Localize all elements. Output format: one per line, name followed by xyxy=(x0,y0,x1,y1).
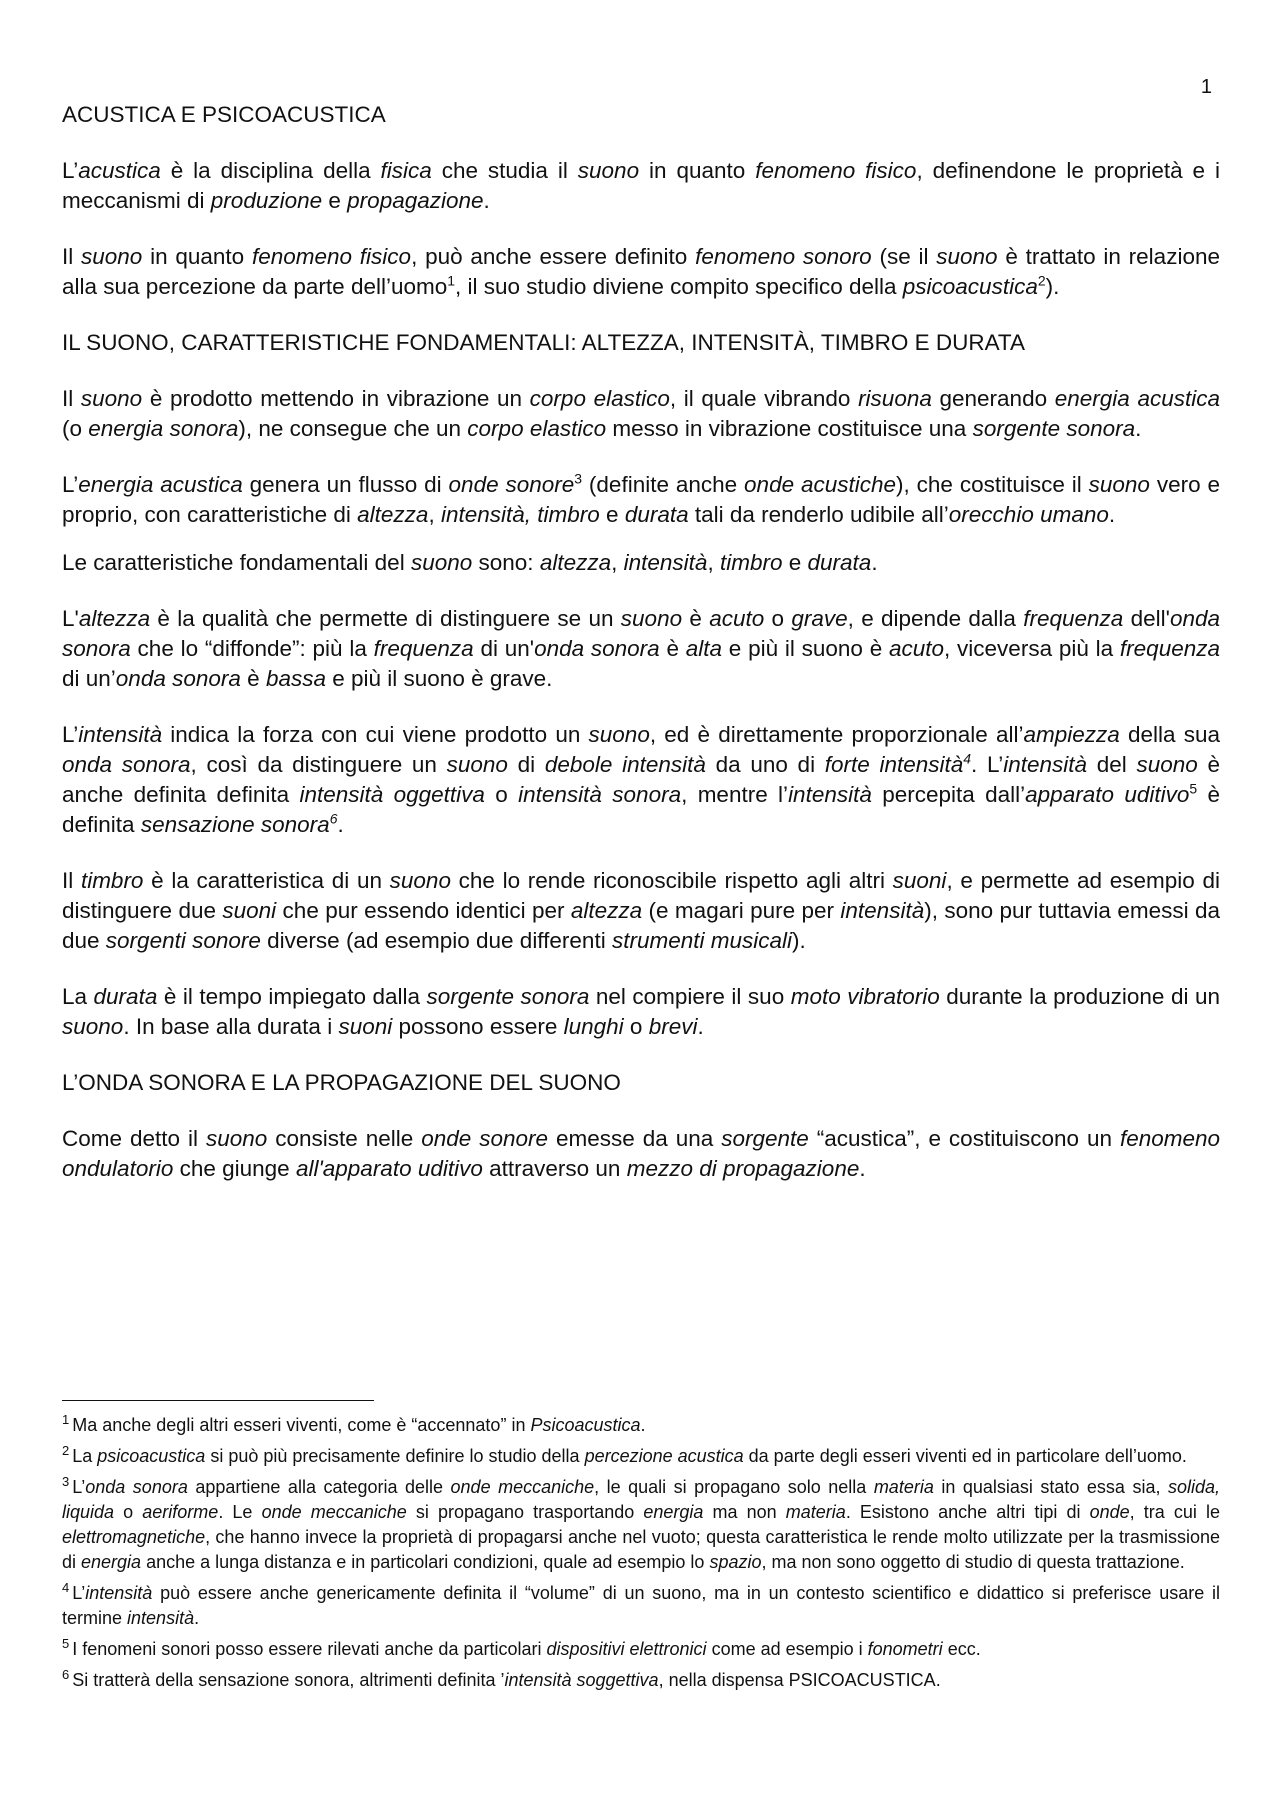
emphasis: fisica xyxy=(380,158,432,183)
emphasis: bassa xyxy=(265,666,326,691)
emphasis: suono xyxy=(1088,472,1150,497)
emphasis: risuona xyxy=(858,386,932,411)
footnote-number: 4 xyxy=(62,1580,70,1595)
emphasis: percezione acustica xyxy=(584,1446,744,1466)
footnote: $^4$ L’intensità può essere anche genericamente definita il “volume” di un suono, ma in un contesto scientifico e didattico si preferisce usare il termine intensità. xyxy=(62,1580,1220,1628)
emphasis: frequenza xyxy=(1023,606,1124,631)
emphasis: orecchio umano xyxy=(948,502,1109,527)
emphasis: energia acustica xyxy=(78,472,243,497)
footnote-number: 3 xyxy=(62,1474,70,1489)
emphasis: onda sonora xyxy=(534,636,660,661)
page-number: 1 xyxy=(1200,76,1212,98)
emphasis: sensazione sonora xyxy=(140,812,330,837)
paragraph: L'altezza è la qualità che permette di distinguere se un suono è acuto o grave, e dipende dalla frequenza dell'onda sonora che lo “diffonde”: più la frequenza di un'onda sonora è alta e più il suono è acuto, viceversa più la frequenza di un’onda sonora è bassa e più il suono è grave. xyxy=(62,606,1220,691)
emphasis: suono xyxy=(577,158,640,183)
document-title: ACUSTICA E PSICOACUSTICA xyxy=(62,102,386,127)
emphasis: altezza xyxy=(539,550,612,575)
emphasis: durata xyxy=(624,502,689,527)
emphasis: intensità oggettiva xyxy=(299,782,485,807)
emphasis: grave xyxy=(791,606,848,631)
emphasis: intensità xyxy=(623,550,708,575)
paragraph: Come detto il suono consiste nelle onde sonore emesse da una sorgente “acustica”, e costituiscono un fenomeno ondulatorio che giunge all'apparato uditivo attraverso un mezzo di propagazione. xyxy=(62,1126,1221,1181)
emphasis: altezza xyxy=(78,606,151,631)
footnote: $^2$ La psicoacustica si può più precisamente definire lo studio della percezione acustica da parte degli esseri viventi ed in particolare dell’uomo. xyxy=(62,1443,1187,1466)
emphasis: suoni xyxy=(338,1014,393,1039)
emphasis: suoni xyxy=(222,898,277,923)
paragraph: L’acustica è la disciplina della fisica che studia il suono in quanto fenomeno fisico, definendone le proprietà e i meccanismi di produzione e propagazione. xyxy=(62,158,1220,213)
emphasis: mezzo di propagazione xyxy=(626,1156,860,1181)
paragraph: La durata è il tempo impiegato dalla sorgente sonora nel compiere il suo moto vibratorio durante la produzione di un suono. In base alla durata i suoni possono essere lunghi o brevi. xyxy=(62,984,1220,1039)
emphasis: onde meccaniche xyxy=(450,1477,595,1497)
footnote-ref: 3 xyxy=(574,470,583,487)
emphasis: sorgente xyxy=(721,1126,809,1151)
emphasis: acuto xyxy=(709,606,765,631)
paragraph: L’energia acustica genera un flusso di onde sonore$^3$ (definite anche onde acustiche), che costituisce il suono vero e proprio, con caratteristiche di altezza, intensità, timbro e durata tali da renderlo udibile all’orecchio umano. xyxy=(62,470,1220,527)
emphasis: intensità xyxy=(788,782,872,807)
emphasis: onde meccaniche xyxy=(261,1502,407,1522)
emphasis: aeriforme xyxy=(142,1502,219,1522)
emphasis: onde xyxy=(1089,1502,1130,1522)
emphasis: onde sonore xyxy=(421,1126,549,1151)
emphasis: intensità sonora xyxy=(518,782,682,807)
emphasis: alta xyxy=(685,636,723,661)
footnote-number: 6 xyxy=(62,1667,70,1682)
emphasis: acuto xyxy=(888,636,945,661)
paragraph: L’intensità indica la forza con cui viene prodotto un suono, ed è direttamente proporzionale all’ampiezza della sua onda sonora, così da distinguere un suono di debole intensità da uno di forte intensità$^4$. L’intensità del suono è anche definita definita intensità oggettiva o intensità sonora, mentre l’intensità percepita dall’apparato uditivo$^5$ è definita sensazione sonora$^6$. xyxy=(62,722,1221,837)
emphasis: brevi xyxy=(648,1014,698,1039)
emphasis: materia xyxy=(785,1502,846,1522)
emphasis: fenomeno ondulatorio xyxy=(62,1126,1221,1181)
emphasis: produzione xyxy=(210,188,323,213)
emphasis: sorgente sonora xyxy=(972,416,1136,441)
emphasis: suono xyxy=(936,244,998,269)
emphasis: altezza xyxy=(570,898,643,923)
footnote: $^5$ I fenomeni sonori posso essere rilevati anche da particolari dispositivi elettronici come ad esempio i fonometri ecc. xyxy=(62,1636,981,1659)
emphasis: timbro xyxy=(719,550,783,575)
emphasis: sorgente sonora xyxy=(426,984,590,1009)
emphasis: fenomeno fisico xyxy=(755,158,917,183)
emphasis: psicoacustica xyxy=(902,274,1038,299)
section-heading-onda: L’ONDA SONORA E LA PROPAGAZIONE DEL SUONO xyxy=(62,1070,621,1095)
emphasis: corpo elastico xyxy=(467,416,607,441)
emphasis: onda sonora xyxy=(85,1477,188,1497)
paragraph: Il timbro è la caratteristica di un suono che lo rende riconoscibile rispetto agli altri suoni, e permette ad esempio di distinguere due suoni che pur essendo identici per altezza (e magari pure per intensità), sono pur tuttavia emessi da due sorgenti sonore diverse (ad esempio due differenti strumenti musicali). xyxy=(62,868,1221,953)
emphasis: all'apparato uditivo xyxy=(295,1156,483,1181)
emphasis: intensità xyxy=(85,1583,153,1603)
emphasis: timbro xyxy=(80,868,144,893)
emphasis: onda sonora xyxy=(115,666,241,691)
emphasis: moto vibratorio xyxy=(790,984,940,1009)
emphasis: suono xyxy=(588,722,650,747)
emphasis: altezza xyxy=(357,502,429,527)
emphasis: solida, liquida xyxy=(62,1477,1220,1522)
emphasis: intensità xyxy=(127,1608,195,1628)
emphasis: dispositivi elettronici xyxy=(546,1639,707,1659)
emphasis: suono xyxy=(205,1126,268,1151)
section-heading-suono: IL SUONO, CARATTERISTICHE FONDAMENTALI: ALTEZZA, INTENSITÀ, TIMBRO E DURATA xyxy=(62,330,1026,355)
emphasis: suono xyxy=(1136,752,1198,777)
emphasis: spazio xyxy=(709,1552,762,1572)
footnote-number: 2 xyxy=(62,1443,70,1458)
footnote-number: 1 xyxy=(62,1412,70,1427)
emphasis: suono xyxy=(80,386,143,411)
paragraph: Il suono in quanto fenomeno fisico, può anche essere definito fenomeno sonoro (se il suono è trattato in relazione alla sua percezione da parte dell’uomo$^1$, il suo studio diviene compito specifico della psicoacustica$^2$). xyxy=(62,244,1220,299)
emphasis: lunghi xyxy=(563,1014,624,1039)
emphasis: sorgenti sonore xyxy=(105,928,261,953)
footnote: $^1$ Ma anche degli altri esseri viventi, come è “accennato” in Psicoacustica. xyxy=(62,1412,646,1435)
emphasis: fonometri xyxy=(867,1639,943,1659)
paragraph: Le caratteristiche fondamentali del suono sono: altezza, intensità, timbro e durata. xyxy=(62,550,878,575)
footnote-ref: 4 xyxy=(963,750,972,767)
emphasis: intensità xyxy=(840,898,925,923)
emphasis: onde sonore xyxy=(448,472,575,497)
footnote-number: 5 xyxy=(62,1636,70,1651)
emphasis: suono xyxy=(410,550,473,575)
emphasis: psicoacustica xyxy=(97,1446,206,1466)
emphasis: frequenza xyxy=(373,636,474,661)
footnote-separator xyxy=(62,1400,374,1401)
emphasis: elettromagnetiche xyxy=(62,1527,206,1547)
emphasis: intensità soggettiva xyxy=(504,1670,659,1690)
emphasis: debole intensità xyxy=(544,752,706,777)
emphasis: forte intensità xyxy=(824,752,964,777)
emphasis: suono xyxy=(389,868,451,893)
emphasis: suono xyxy=(62,1014,124,1039)
paragraph: Il suono è prodotto mettendo in vibrazione un corpo elastico, il quale vibrando risuona generando energia acustica (o energia sonora), ne consegue che un corpo elastico messo in vibrazione costituisce una sorgente sonora. xyxy=(62,386,1220,441)
emphasis: onda sonora xyxy=(62,606,1220,661)
emphasis: suono xyxy=(446,752,508,777)
footnote-ref: 1 xyxy=(447,272,456,289)
emphasis: energia sonora xyxy=(88,416,239,441)
emphasis: suono xyxy=(620,606,683,631)
emphasis: frequenza xyxy=(1119,636,1220,661)
emphasis: suono xyxy=(81,244,143,269)
emphasis: materia xyxy=(873,1477,934,1497)
footnotes xyxy=(62,1407,1220,1693)
emphasis: energia acustica xyxy=(1054,386,1220,411)
emphasis: apparato uditivo xyxy=(1025,782,1190,807)
footnote-ref: 6 xyxy=(329,810,338,827)
emphasis: suoni xyxy=(892,868,947,893)
footnote: $^3$ L’onda sonora appartiene alla categoria delle onde meccaniche, le quali si propagano solo nella materia in qualsiasi stato essa sia, solida, liquida o aeriforme. Le onde meccaniche si propagano trasportando energia ma non materia. Esistono anche altri tipi di onde, tra cui le elettromagnetiche, che hanno invece la proprietà di propagarsi anche nel vuoto; questa caratteristica le rende molto utilizzate per la trasmissione di energia anche a lunga distanza e in particolari condizioni, quale ad esempio lo spazio, ma non sono oggetto di studio di questa trattazione. xyxy=(62,1474,1220,1572)
emphasis: acustica xyxy=(78,158,161,183)
emphasis: fenomeno fisico xyxy=(251,244,412,269)
footnote-ref: 5 xyxy=(1189,780,1198,797)
document-body xyxy=(62,100,1220,1184)
emphasis: onda sonora xyxy=(62,752,191,777)
emphasis: ampiezza xyxy=(1023,722,1120,747)
emphasis: intensità, timbro xyxy=(440,502,600,527)
footnote: $^6$ Si tratterà della sensazione sonora, altrimenti definita ’intensità soggettiva, nella dispensa PSICOACUSTICA. xyxy=(62,1667,941,1690)
emphasis: durata xyxy=(93,984,158,1009)
footnote-ref: 2 xyxy=(1037,272,1046,289)
emphasis: strumenti musicali xyxy=(611,928,792,953)
emphasis: fenomeno sonoro xyxy=(695,244,872,269)
emphasis: Psicoacustica xyxy=(530,1415,641,1435)
emphasis: corpo elastico xyxy=(529,386,670,411)
emphasis: onde acustiche xyxy=(744,472,897,497)
emphasis: durata xyxy=(807,550,872,575)
emphasis: propagazione xyxy=(347,188,484,213)
emphasis: energia xyxy=(81,1552,142,1572)
emphasis: intensità xyxy=(1003,752,1088,777)
emphasis: energia xyxy=(643,1502,704,1522)
emphasis: intensità xyxy=(78,722,163,747)
